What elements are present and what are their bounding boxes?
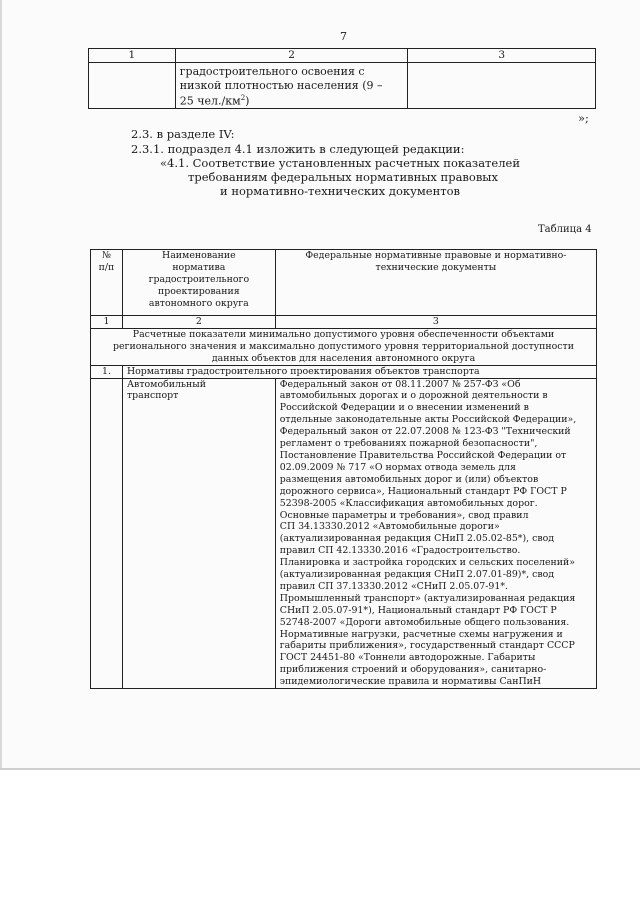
doc-line: Российской Федерации и о внесении изменений в <box>279 402 529 414</box>
doc-line: отдельные законодательные акты Российской Федерации», <box>279 414 577 426</box>
table-caption: Таблица 4 <box>538 224 592 235</box>
continued-table <box>88 48 596 109</box>
header-line: технические документы <box>375 261 497 273</box>
closing-quote-mark: »; <box>578 111 589 125</box>
span-line: Расчетные показатели минимально допустимого уровня обеспеченности объектами <box>132 328 555 340</box>
doc-line: правил СП 37.13330.2012 «СНиП 2.05.07-91*. <box>279 580 508 592</box>
table-cell: 1. <box>91 365 123 378</box>
doc-line: Промышленный транспорт» (актуализированная редакция <box>279 592 576 604</box>
table-cell: 1 <box>91 316 123 329</box>
span-line: данных объектов для населения автономного округа <box>211 352 476 364</box>
doc-line: правил СП 42.13330.2016 «Градостроительство. <box>279 545 521 557</box>
doc-line: 52748-2007 «Дороги автомобильные общего пользования. <box>279 616 570 628</box>
section-line: 2.3. в разделе IV: <box>131 127 235 141</box>
table-header-row <box>89 49 596 63</box>
header-line: № <box>102 250 111 261</box>
doc-line: габариты приближения», государственный стандарт СССР <box>279 640 575 652</box>
doc-line: приближения строений и оборудования», санитарно- <box>279 664 547 676</box>
table-row <box>89 63 596 109</box>
table-section-row <box>91 365 597 378</box>
regulations-table <box>90 249 597 689</box>
doc-line: Планировка и застройка городских и сельских поселений» <box>279 557 576 569</box>
superscript: 2 <box>240 94 246 102</box>
page-number: 7 <box>340 30 347 43</box>
doc-line: регламент о требованиях пожарной безопасности", <box>279 438 538 450</box>
header-line: Федеральные нормативные правовые и нормативно- <box>305 250 567 261</box>
header-line: проектирования <box>158 285 240 297</box>
table-cell <box>91 378 123 689</box>
page-edge <box>0 0 2 770</box>
table-header-cell <box>122 250 275 316</box>
page-bottom-edge <box>0 768 640 770</box>
doc-line: размещения автомобильных дорог и (или) объектов <box>279 473 539 485</box>
table-cell: 2 <box>122 316 275 329</box>
header-line: автономного округа <box>148 297 249 309</box>
table-cell <box>275 378 596 689</box>
table-span-cell <box>91 328 597 365</box>
cell-text: ) <box>245 94 250 108</box>
doc-line: автомобильных дорогах и о дорожной деятельности в <box>279 390 548 402</box>
doc-line: 02.09.2009 № 717 «О нормах отвода земель для <box>279 461 516 473</box>
table-cell <box>175 63 408 109</box>
table-cell <box>408 63 596 109</box>
doc-line: СП 34.13330.2012 «Автомобильные дороги» <box>279 521 500 533</box>
doc-line: эпидемиологические правила и нормативы СанПиН <box>279 676 542 688</box>
table-cell <box>89 63 176 109</box>
header-line: норматива <box>172 261 226 273</box>
table-cell: 3 <box>275 316 596 329</box>
header-line: градостроительного <box>148 273 250 285</box>
doc-line: дорожного сервиса», Национальный стандарт РФ ГОСТ Р <box>279 485 567 497</box>
subsection-title: требованиям федеральных нормативных правовых <box>188 170 498 184</box>
cell-line: Автомобильный <box>126 378 206 390</box>
span-line: регионального значения и максимально допустимого уровня территориальной доступности <box>112 340 574 352</box>
cell-line: транспорт <box>126 390 179 402</box>
table-header-cell <box>275 250 596 316</box>
doc-line: (актуализированная редакция СНиП 2.05.02-85*), свод <box>279 533 555 545</box>
header-line: п/п <box>98 261 115 273</box>
doc-line: Постановление Правительства Российской Федерации от <box>279 449 567 461</box>
header-line: Наименование <box>162 250 236 261</box>
section-line: 2.3.1. подраздел 4.1 изложить в следующей редакции: <box>131 142 465 156</box>
table-cell: Нормативы градостроительного проектирования объектов транспорта <box>122 365 596 378</box>
doc-line: (актуализированная редакция СНиП 2.07.01-89)*, свод <box>279 569 555 581</box>
table-header-cell: 2 <box>175 49 408 63</box>
cell-line: низкой плотностью населения (9 – <box>179 78 383 92</box>
cell-text: 25 чел./км <box>179 94 241 108</box>
table-span-row <box>91 328 597 365</box>
table-cell <box>122 378 275 689</box>
table-header-cell: 3 <box>408 49 596 63</box>
table-header-cell: 1 <box>89 49 176 63</box>
doc-line: Основные параметры и требования», свод правил <box>279 509 529 521</box>
table-header-cell <box>91 250 123 316</box>
doc-line: ГОСТ 24451-80 «Тоннели автодорожные. Габариты <box>279 652 536 664</box>
doc-line: Нормативные нагрузки, расчетные схемы нагружения и <box>279 628 563 640</box>
table-header-row <box>91 250 597 316</box>
subsection-title: и нормативно-технических документов <box>220 184 461 198</box>
doc-line: Федеральный закон от 22.07.2008 № 123-ФЗ "Технический <box>279 426 571 438</box>
table-row <box>91 378 597 689</box>
cell-line: градостроительного освоения с <box>179 65 365 78</box>
doc-line: 52398-2005 «Классификация автомобильных дорог. <box>279 497 538 509</box>
doc-line: Федеральный закон от 08.11.2007 № 257-ФЗ «Об <box>279 378 521 390</box>
subsection-title: «4.1. Соответствие установленных расчетных показателей <box>160 156 521 170</box>
doc-line: СНиП 2.05.07-91*), Национальный стандарт РФ ГОСТ Р <box>279 604 557 616</box>
cell-line <box>180 92 404 108</box>
table-number-row <box>91 316 597 329</box>
